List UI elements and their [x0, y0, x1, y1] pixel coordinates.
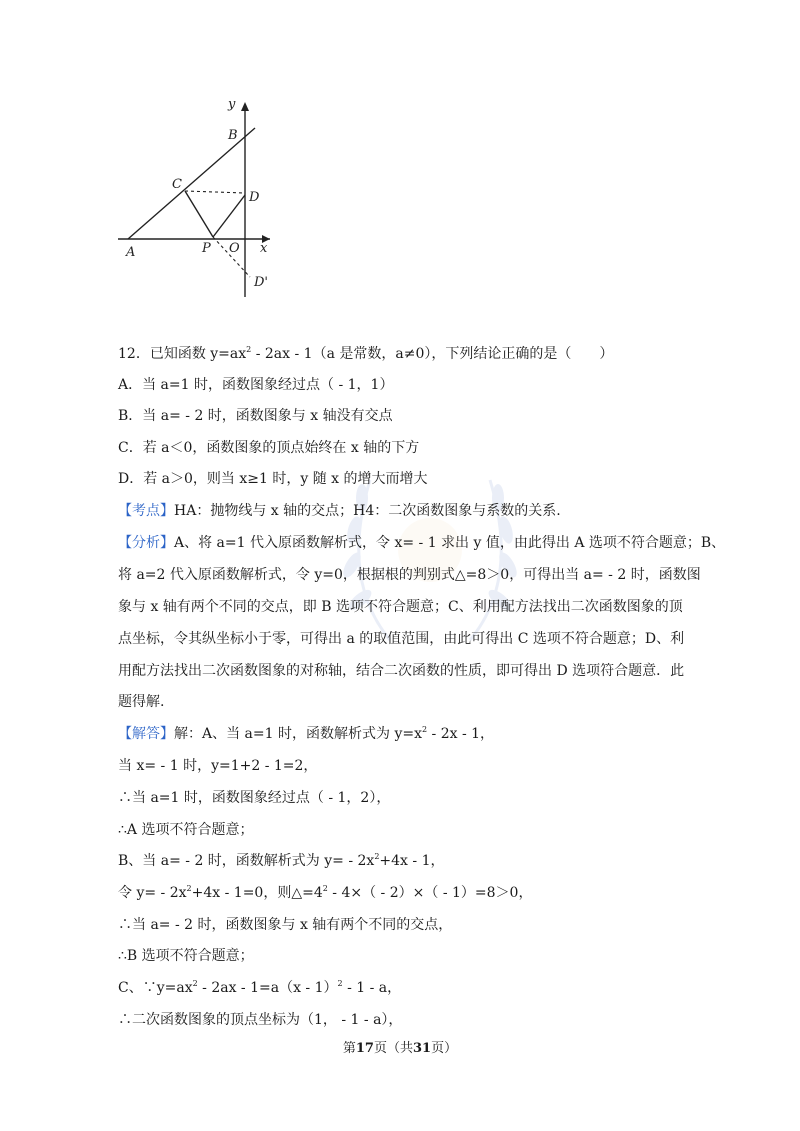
option-c: C．若 a＜0，函数图象的顶点始终在 x 轴的下方 [118, 440, 420, 456]
label-a: A [126, 245, 136, 260]
kaodian-section [118, 501, 561, 521]
fenxi-line: 点坐标，令其纵坐标小于零，可得出 a 的取值范围，由此可得出 C 选项不符合题意；D、利 [118, 631, 685, 647]
segment-cd-dashed [185, 191, 245, 193]
kaodian-tag: 【考点】 [118, 503, 174, 519]
label-o: O [229, 241, 240, 256]
kaodian-text: HA：抛物线与 x 轴的交点；H4：二次函数图象与系数的关系. [174, 503, 561, 519]
fenxi-line: 题得解. [118, 694, 165, 710]
option-b: B．当 a= - 2 时，函数图象与 x 轴没有交点 [118, 408, 393, 424]
jieda-line: ∴当 a= - 2 时，函数图象与 x 轴有两个不同的交点， [118, 917, 453, 933]
fenxi-line: 将 a=2 代入原函数解析式，令 y=0，根据根的判别式△=8＞0，可得出当 a= - 2 时，函数图 [118, 567, 701, 583]
fenxi-line: 象与 x 轴有两个不同的交点，即 B 选项不符合题意；C、利用配方法找出二次函数图象的顶 [118, 599, 683, 615]
jieda-tag: 【解答】 [118, 726, 174, 742]
jieda-line: ∴当 a=1 时，函数图象经过点（ - 1，2）， [118, 790, 391, 806]
question-stem: 12．已知函数 $y=ax^2 - 2ax - 1(a$ 是常数，a≠0），下列结论正确的是（ ） [118, 345, 614, 362]
jieda-line: 令 $y= - 2x^2+4x - 1=0$，则$\triangle=4^2 - 4\times( - 2)\times( - 1)=8>0$， [118, 884, 533, 901]
jieda-line: ∴二次函数图象的顶点坐标为（1， - 1 - a）， [118, 1012, 403, 1028]
page-number: 17 [355, 1041, 374, 1056]
segment-cp [185, 191, 213, 237]
label-d: D [249, 190, 260, 205]
label-c: C [172, 177, 182, 192]
label-p: P [202, 241, 211, 256]
line-ab [128, 128, 255, 239]
page-footer: 第17页（共31页） [342, 1041, 458, 1056]
page-total: 31 [413, 1041, 432, 1056]
fenxi-line: 用配方法找出二次函数图象的对称轴，结合二次函数的性质，即可得出 D 选项符合题意．此 [118, 663, 685, 679]
label-y: y [228, 97, 236, 112]
option-d: D．若 a＞0，则当 x≥1 时，y 随 x 的增大而增大 [118, 471, 428, 487]
jieda-line: ∴B 选项不符合题意； [118, 948, 254, 964]
label-d-prime: D' [254, 275, 268, 290]
jieda-line: B、当 a= - 2 时，函数解析式为 $y= - 2x^2+4x - 1$， [118, 852, 445, 869]
jieda-line: 当 x= - 1 时，y=1+2 - 1=2， [118, 758, 318, 774]
jieda-line: C、$\because y=ax^2 - 2ax - 1=a(x - 1)^2 - 1 - a$， [118, 979, 402, 996]
jieda-line: ∴A 选项不符合题意； [118, 822, 254, 838]
jieda-section: 【解答】解：A、当 a=1 时，函数解析式为 $y=x^2 - 2x - 1$， [118, 725, 495, 742]
geometry-figure [110, 92, 300, 304]
fenxi-section: 【分析】A、将 a=1 代入原函数解析式，令 x= - 1 求出 y 值，由此得出 A 选项不符合题意；B、 [118, 535, 726, 551]
segment-pd [213, 195, 245, 237]
fenxi-tag: 【分析】 [118, 535, 174, 551]
label-b: B [228, 128, 238, 143]
y-axis-arrow [241, 102, 249, 111]
label-x: x [260, 241, 268, 256]
option-a: A．当 a=1 时，函数图象经过点（ - 1，1） [118, 377, 394, 393]
